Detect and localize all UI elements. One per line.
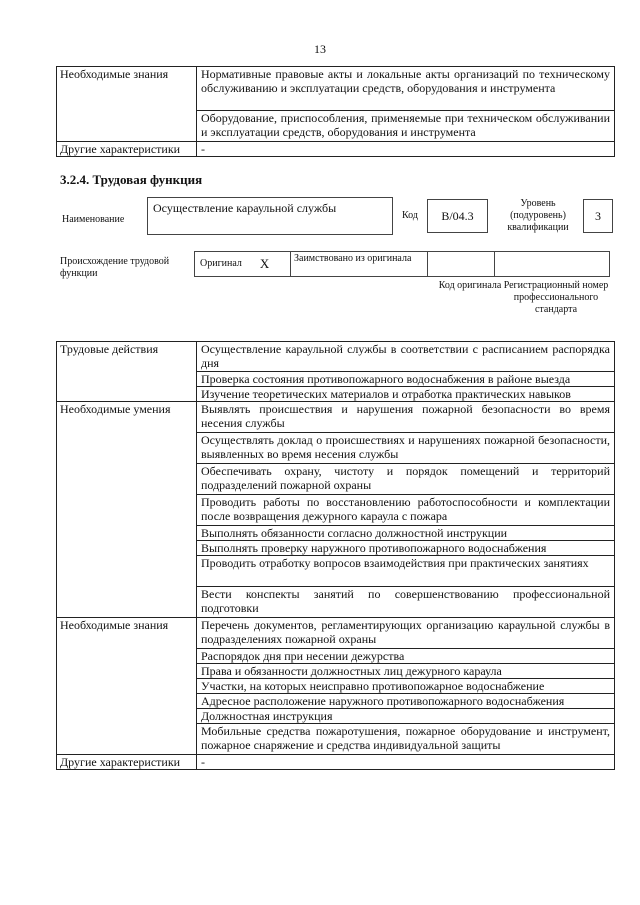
code-original-cell bbox=[427, 251, 495, 277]
knowledge-label: Необходимые знания bbox=[57, 67, 197, 142]
reg-number-label: Регистрационный номер профессионального стандарта bbox=[503, 280, 609, 315]
code-label: Код bbox=[402, 210, 418, 221]
skill-item: Обеспечивать охрану, чистоту и порядок помещений и территорий подразделений пожарной охраны bbox=[197, 464, 615, 495]
action-item: Осуществление караульной службы в соответствии с расписанием распорядка дня bbox=[197, 342, 615, 372]
page-number: 13 bbox=[314, 42, 326, 56]
knowledge-item: Адресное расположение наружного противопожарного водоснабжения bbox=[197, 694, 615, 709]
knowledge-label: Необходимые знания bbox=[57, 618, 197, 755]
original-label: Оригинал bbox=[200, 258, 242, 269]
skill-item: Выявлять происшествия и нарушения пожарной безопасности во время несения службы bbox=[197, 402, 615, 433]
knowledge-item: Распорядок дня при несении дежурства bbox=[197, 649, 615, 664]
knowledge-item: Оборудование, приспособления, применяемые при техническом обслуживании и эксплуатации средств, оборудования и инструмента bbox=[197, 111, 615, 142]
knowledge-item: Участки, на которых неисправно противопожарное водоснабжение bbox=[197, 679, 615, 694]
other-characteristics-label: Другие характеристики bbox=[57, 142, 197, 157]
function-name-box: Осуществление караульной службы bbox=[147, 197, 393, 235]
skill-item: Выполнять обязанности согласно должностной инструкции bbox=[197, 526, 615, 541]
knowledge-item: Перечень документов, регламентирующих организацию караульной службы в подразделениях пожарной охраны bbox=[197, 618, 615, 649]
skills-label: Необходимые умения bbox=[57, 402, 197, 618]
skill-item: Выполнять проверку наружного противопожарного водоснабжения bbox=[197, 541, 615, 556]
skill-item: Проводить работы по восстановлению работоспособности и комплектации после возвращения дежурного караула с пожара bbox=[197, 495, 615, 526]
knowledge-item: Нормативные правовые акты и локальные акты организаций по техническому обслуживанию и эксплуатации средств, оборудования и инструмента bbox=[197, 67, 615, 111]
qualification-level-box: 3 bbox=[583, 199, 613, 233]
origin-row bbox=[195, 251, 613, 277]
other-characteristics-value: - bbox=[197, 755, 615, 770]
original-mark: X bbox=[259, 256, 270, 271]
borrowed-label: Заимствовано из оригинала bbox=[290, 251, 428, 277]
name-label: Наименование bbox=[62, 214, 125, 225]
knowledge-item: Мобильные средства пожаротушения, пожарное оборудование и инструмент, пожарное снаряжение и средства индивидуальной защиты bbox=[197, 724, 615, 755]
action-item: Изучение теоретических материалов и отработка практических навыков bbox=[197, 387, 615, 402]
labor-function-table bbox=[56, 341, 615, 770]
origin-label: Происхождение трудовой функции bbox=[60, 256, 170, 279]
knowledge-item: Права и обязанности должностных лиц дежурного караула bbox=[197, 664, 615, 679]
knowledge-table-continued bbox=[56, 66, 615, 157]
other-characteristics-label: Другие характеристики bbox=[57, 755, 197, 770]
knowledge-item: Должностная инструкция bbox=[197, 709, 615, 724]
section-heading: 3.2.4. Трудовая функция bbox=[60, 172, 203, 187]
original-cell bbox=[194, 251, 291, 277]
action-item: Проверка состояния противопожарного водоснабжения в районе выезда bbox=[197, 372, 615, 387]
other-characteristics-value: - bbox=[197, 142, 615, 157]
qualification-level-label: Уровень (подуровень) квалификации bbox=[507, 198, 569, 233]
actions-label: Трудовые действия bbox=[57, 342, 197, 402]
code-original-label: Код оригинала bbox=[438, 280, 502, 291]
skill-item: Вести конспекты занятий по совершенствованию профессиональной подготовки bbox=[197, 587, 615, 618]
skill-item: Осуществлять доклад о происшествиях и нарушениях пожарной безопасности, выявленных во время несения службы bbox=[197, 433, 615, 464]
reg-number-cell bbox=[494, 251, 610, 277]
skill-item: Проводить отработку вопросов взаимодействия при практических занятиях bbox=[197, 556, 615, 587]
function-code-box: B/04.3 bbox=[427, 199, 488, 233]
